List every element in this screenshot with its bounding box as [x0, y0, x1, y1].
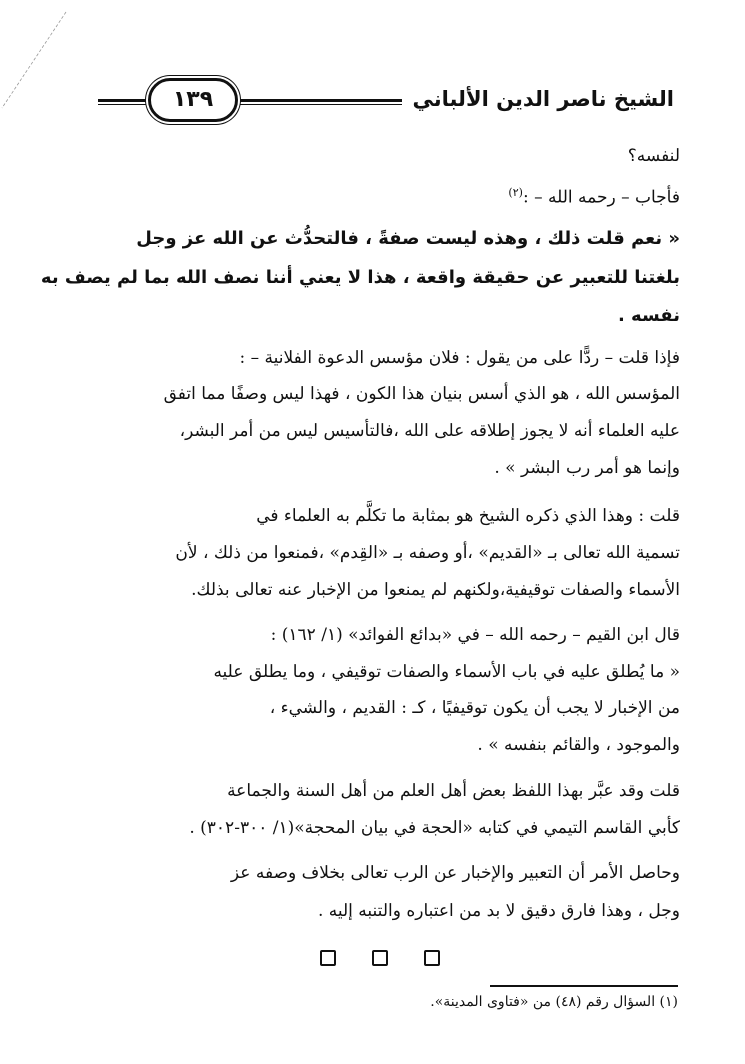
separator-square-icon	[372, 950, 388, 966]
text-line-10: قلت : وهذا الذي ذكره الشيخ هو بمثابة ما تكلَّم به العلماء في	[256, 506, 680, 526]
separator-square-icon	[424, 950, 440, 966]
page-header	[98, 78, 678, 122]
text-line-2-body: فأجاب – رحمه الله – :	[522, 187, 680, 208]
footnote: (١) السؤال رقم (٤٨) من «فتاوى المدينة».	[430, 994, 678, 1010]
section-separator	[320, 950, 440, 970]
text-line-8: عليه العلماء أنه لا يجوز إطلاقه على الله ،فالتأسيس ليس من أمر البشر،	[179, 421, 680, 441]
text-line-16: والموجود ، والقائم بنفسه » .	[477, 735, 680, 755]
text-line-6: فإذا قلت – ردًّا على من يقول : فلان مؤسس الدعوة الفلانية – :	[239, 348, 680, 368]
text-line-20: وجل ، وهذا فارق دقيق لا بد من اعتباره والتنبه إليه .	[317, 901, 680, 921]
text-line-15: من الإخبار لا يجب أن يكون توقيفيًا ، كـ : القديم ، والشيء ،	[269, 698, 680, 718]
text-line-18: كأبي القاسم التيمي في كتابه «الحجة في بيان المحجة»(١/ ٣٠٠-٣٠٢) .	[189, 818, 680, 838]
text-line-13: قال ابن القيم – رحمه الله – في «بدائع الفوائد» (١/ ١٦٢) :	[270, 625, 680, 645]
footnote-rule	[490, 985, 678, 987]
separator-square-icon	[320, 950, 336, 966]
footnote-reference: (٢)	[508, 186, 523, 199]
text-line-3: « نعم قلت ذلك ، وهذه ليست صفةً ، فالتحدُّث عن الله عز وجل	[136, 228, 680, 249]
text-line-19: وحاصل الأمر أن التعبير والإخبار عن الرب تعالى بخلاف وصفه عز	[230, 863, 680, 883]
text-line-1: لنفسه؟	[627, 146, 680, 166]
text-line-14: « ما يُطلق عليه في باب الأسماء والصفات توقيفي ، وما يطلق عليه	[213, 662, 680, 682]
text-line-5: نفسه .	[617, 305, 680, 326]
text-line-4: بلغتنا للتعبير عن حقيقة واقعة ، هذا لا يعني أننا نصف الله بما لم يصف به	[40, 267, 680, 288]
text-line-11: تسمية الله تعالى بـ «القديم» ،أو وصفه بـ «القِدم» ،فمنعوا من ذلك ، لأن	[175, 543, 680, 563]
header-title: الشيخ ناصر الدين الألباني	[402, 84, 678, 114]
page-number: ١٣٩	[148, 78, 238, 122]
text-line-12: الأسماء والصفات توقيفية،ولكنهم لم يمنعوا من الإخبار عنه تعالى بذلك.	[191, 580, 680, 600]
text-line-7: المؤسس الله ، هو الذي أسس بنيان هذا الكون ، فهذا ليس وصفًا مما اتفق	[163, 384, 680, 404]
corner-decoration	[0, 10, 70, 110]
text-line-9: وإنما هو أمر رب البشر » .	[494, 458, 680, 478]
text-line-2	[100, 175, 680, 216]
text-line-17: قلت وقد عبَّر بهذا اللفظ بعض أهل العلم من أهل السنة والجماعة	[227, 781, 680, 801]
